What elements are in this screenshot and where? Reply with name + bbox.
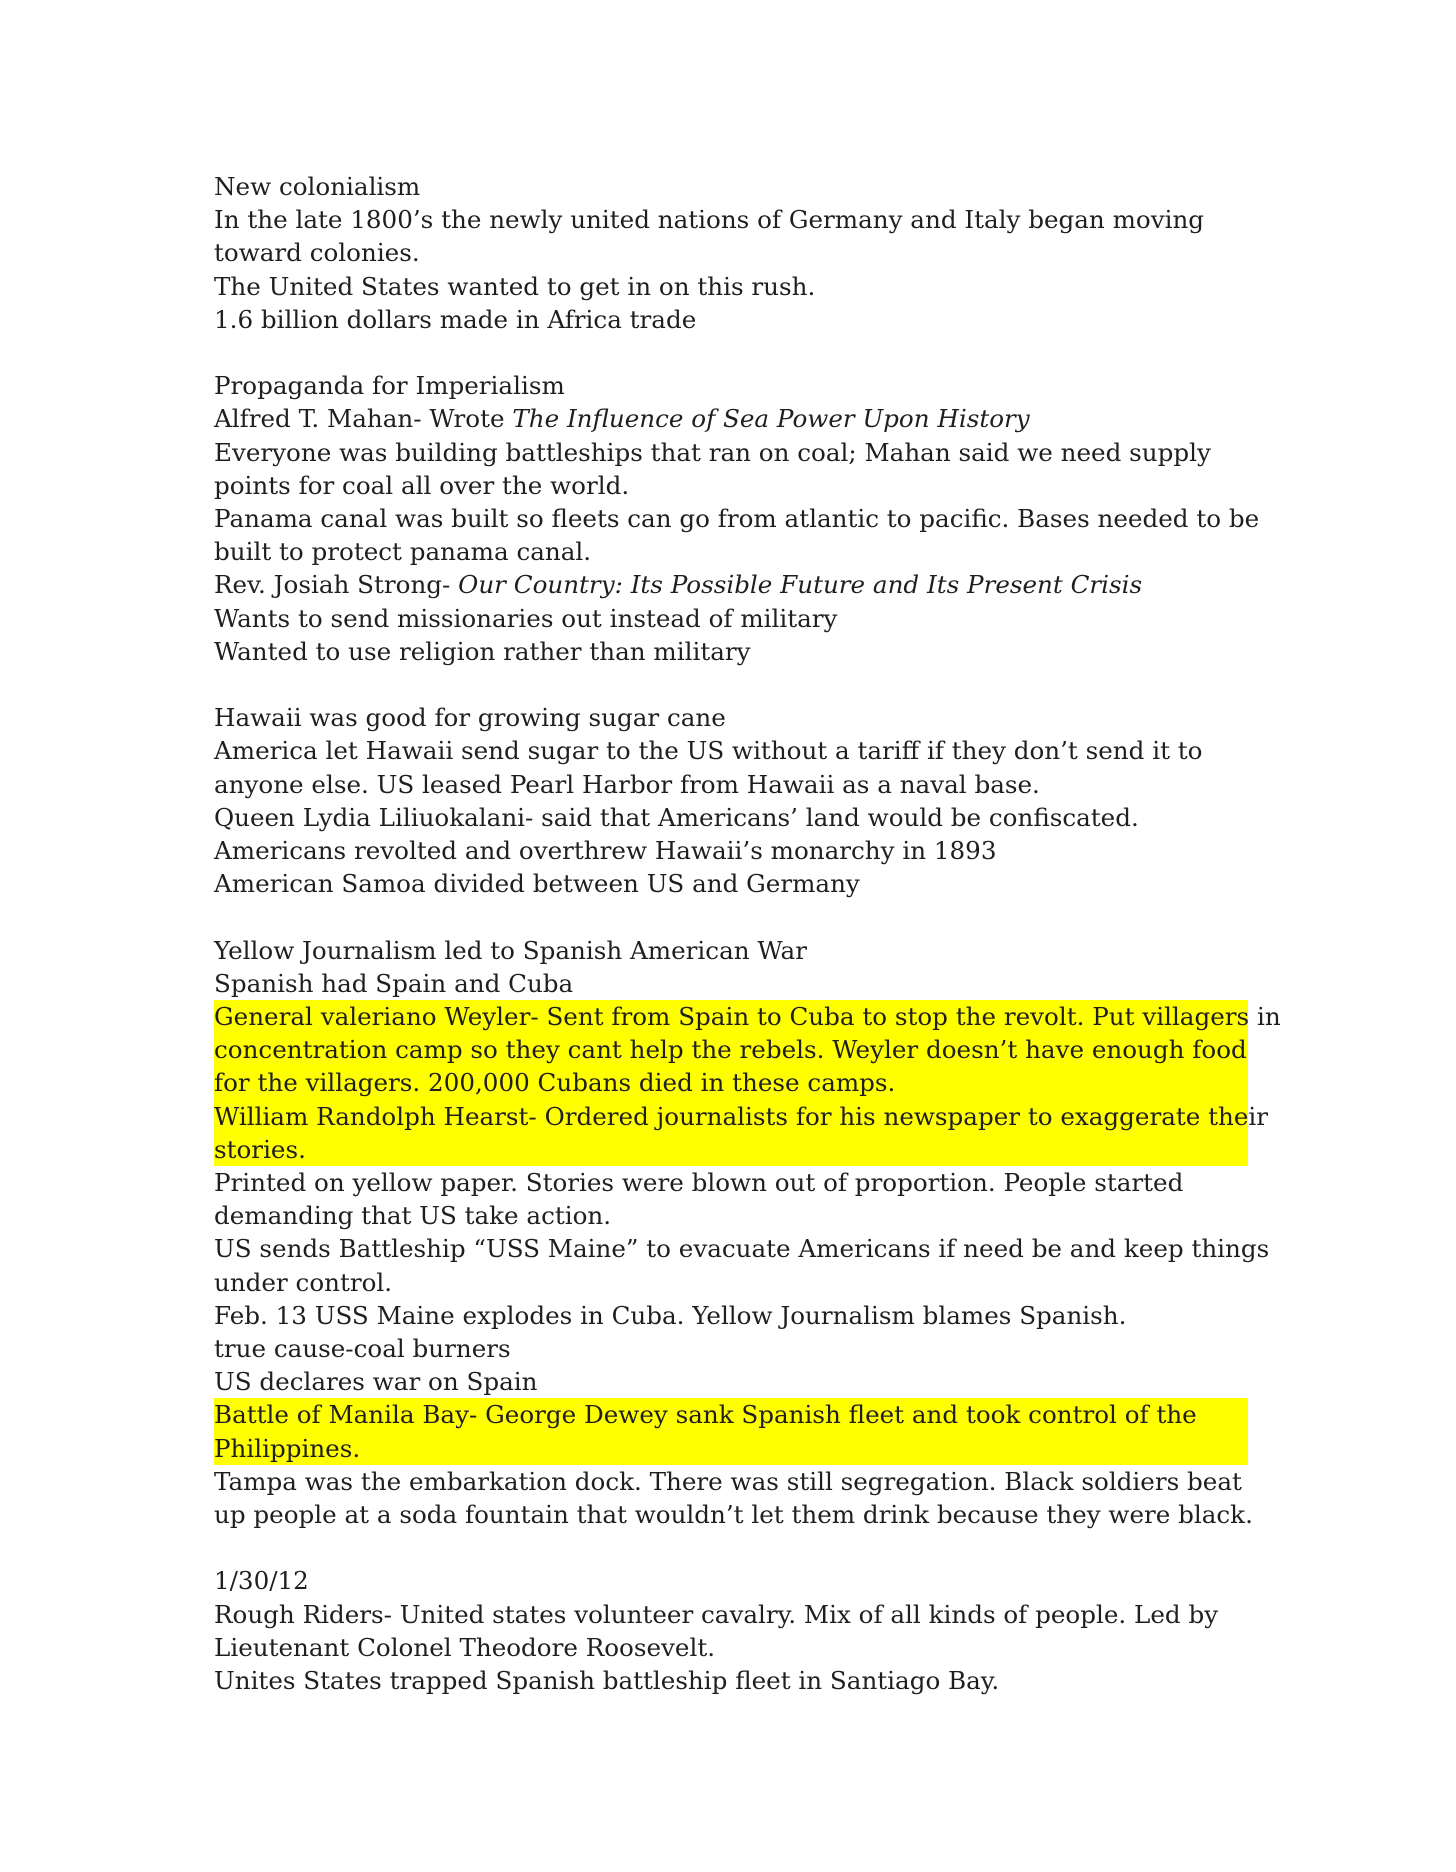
paragraph-line: US declares war on Spain bbox=[214, 1367, 538, 1397]
blank-line bbox=[214, 336, 1238, 369]
paragraph-line: 1.6 billion dollars made in Africa trade bbox=[214, 304, 697, 334]
section-rough-riders bbox=[214, 1564, 1238, 1697]
paragraph-line: American Samoa divided between US and Germany bbox=[214, 869, 860, 899]
paragraph-line: Wanted to use religion rather than military bbox=[214, 636, 751, 666]
paragraph-line: points for coal all over the world. bbox=[214, 470, 630, 500]
paragraph-line: built to protect panama canal. bbox=[214, 537, 592, 567]
paragraph-line: Everyone was building battleships that ran on coal; Mahan said we need supply bbox=[214, 437, 1211, 467]
paragraph-line: Panama canal was built so fleets can go from atlantic to pacific. Bases needed to be bbox=[214, 504, 1260, 534]
section-heading: Propaganda for Imperialism bbox=[214, 371, 565, 401]
section-heading: New colonialism bbox=[214, 172, 421, 201]
paragraph-line: Rough Riders- United states volunteer cavalry. Mix of all kinds of people. Led by bbox=[214, 1599, 1219, 1629]
mahan-line bbox=[214, 402, 1238, 435]
section-yellow-journalism bbox=[214, 934, 1281, 1532]
paragraph-line: anyone else. US leased Pearl Harbor from Hawaii as a naval base. bbox=[214, 769, 1040, 799]
mahan-prefix: Alfred T. Mahan- Wrote bbox=[214, 404, 513, 434]
blank-line bbox=[214, 900, 1238, 933]
section-hawaii bbox=[214, 701, 1238, 900]
strong-line bbox=[214, 568, 1238, 601]
section-propaganda bbox=[214, 369, 1260, 668]
strong-book-title: Our Country: Its Possible Future and Its Present Crisis bbox=[458, 570, 1143, 600]
paragraph-line: Printed on yellow paper. Stories were blown out of proportion. People started bbox=[214, 1168, 1184, 1198]
highlighted-line: concentration camp so they cant help the rebels. Weyler doesn’t have enough food bbox=[214, 1035, 1247, 1065]
paragraph-line: Wants to send missionaries out instead of military bbox=[214, 603, 838, 633]
paragraph-line: The United States wanted to get in on this rush. bbox=[214, 271, 816, 301]
paragraph-line: up people at a soda fountain that wouldn’t let them drink because they were black. bbox=[214, 1500, 1253, 1530]
paragraph-line: demanding that US take action. bbox=[214, 1201, 612, 1231]
highlighted-line: for the villagers. 200,000 Cubans died in these camps. bbox=[214, 1068, 896, 1098]
strong-prefix: Rev. Josiah Strong- bbox=[214, 570, 459, 600]
section-heading: Yellow Journalism led to Spanish American War bbox=[214, 935, 807, 965]
paragraph-line: Lieutenant Colonel Theodore Roosevelt. bbox=[214, 1632, 716, 1662]
paragraph-line: under control. bbox=[214, 1267, 393, 1297]
highlighted-line: General valeriano Weyler- Sent from Spain to Cuba to stop the revolt. Put villagers in bbox=[214, 1002, 1281, 1032]
paragraph-line: Tampa was the embarkation dock. There was still segregation. Black soldiers beat bbox=[214, 1466, 1242, 1496]
paragraph-line: In the late 1800’s the newly united nations of Germany and Italy began moving bbox=[214, 205, 1205, 235]
mahan-book-title: The Influence of Sea Power Upon History bbox=[512, 404, 1030, 434]
highlighted-block-manila bbox=[214, 1398, 1248, 1464]
blank-line bbox=[214, 668, 1238, 701]
paragraph-line: America let Hawaii send sugar to the US without a tariff if they don’t send it to bbox=[214, 736, 1203, 766]
highlighted-line: Philippines. bbox=[214, 1433, 361, 1463]
paragraph-line: Americans revolted and overthrew Hawaii’s monarchy in 1893 bbox=[214, 836, 997, 866]
paragraph-line: true cause-coal burners bbox=[214, 1334, 511, 1364]
date-heading: 1/30/12 bbox=[214, 1566, 309, 1596]
paragraph-line: Spanish had Spain and Cuba bbox=[214, 968, 574, 998]
highlighted-line: William Randolph Hearst- Ordered journalists for his newspaper to exaggerate their bbox=[214, 1101, 1269, 1131]
paragraph-line: Feb. 13 USS Maine explodes in Cuba. Yellow Journalism blames Spanish. bbox=[214, 1300, 1127, 1330]
paragraph-line: Hawaii was good for growing sugar cane bbox=[214, 703, 726, 733]
highlighted-line: stories. bbox=[214, 1134, 306, 1164]
highlighted-block-weyler-hearst bbox=[214, 1000, 1281, 1166]
paragraph-line: Queen Lydia Liliuokalani- said that Americans’ land would be confiscated. bbox=[214, 802, 1139, 832]
blank-line bbox=[214, 1531, 1238, 1564]
paragraph-line: toward colonies. bbox=[214, 238, 420, 268]
document-page bbox=[214, 170, 1281, 1697]
highlighted-line: Battle of Manila Bay- George Dewey sank Spanish fleet and took control of the bbox=[214, 1400, 1197, 1430]
section-new-colonialism bbox=[214, 170, 1238, 336]
paragraph-line: Unites States trapped Spanish battleship fleet in Santiago Bay. bbox=[214, 1666, 1000, 1696]
paragraph-line: US sends Battleship “USS Maine” to evacuate Americans if need be and keep things bbox=[214, 1234, 1270, 1264]
